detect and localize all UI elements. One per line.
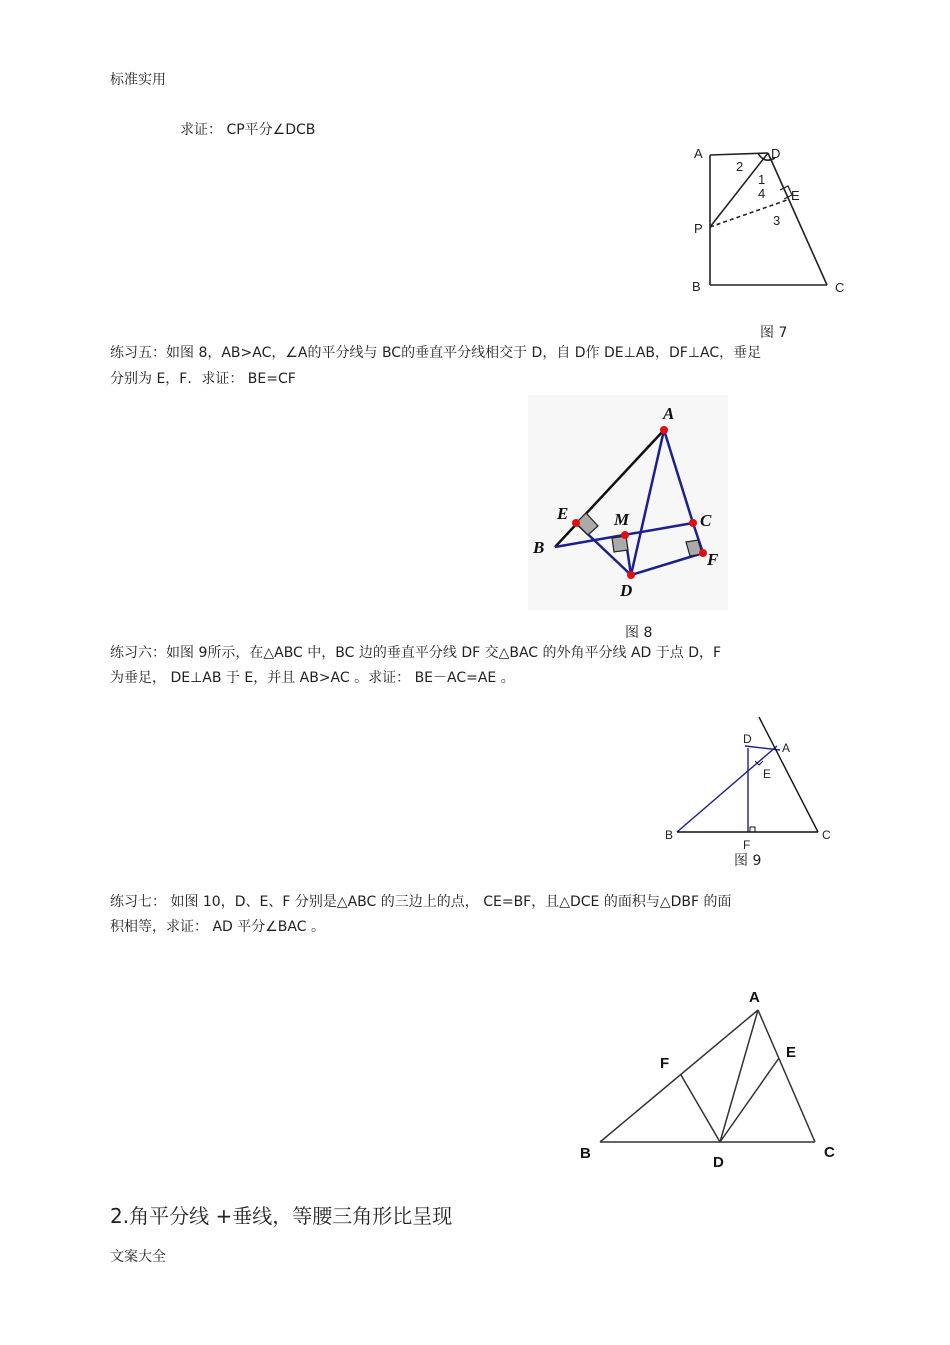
exercise-5-line-2: 分别为 E，F．求证： BE=CF [110,371,296,387]
edge-ba [677,746,777,832]
label-c: C [700,511,712,530]
label-f: F [707,550,719,569]
exercise-7-line-1: 练习七： 如图 10，D、E、F 分别是△ABC 的三边上的点， CE=BF，且△DCE 的面积与△DBF 的面 [110,894,732,910]
label-a: A [694,146,703,161]
fig7-prove-statement: 求证： CP平分∠DCB [180,122,316,138]
label-e: E [763,767,772,781]
label-c: C [835,280,845,295]
exercise-5-line-1: 练习五：如图 8，AB>AC，∠A的平分线与 BC的垂直平分线相交于 D，自 D作 DE⊥AB，DF⊥AC，垂足 [110,345,762,361]
point-d [627,571,635,579]
segment-ed [720,1058,779,1142]
label-b: B [665,828,674,842]
label-a: A [663,404,675,423]
label-p: P [694,221,703,236]
figure-7-diagram [680,140,860,305]
label-e: E [786,1044,797,1061]
figure-7-caption: 图 7 [760,325,788,341]
page-footer: 文案大全 [110,1249,166,1265]
label-angle-4: 4 [758,186,766,201]
label-m: M [614,510,630,529]
point-c [689,519,697,527]
point-e [572,519,580,527]
segment-fd [681,1075,720,1142]
label-d: D [713,1154,724,1171]
figure-8-caption: 图 8 [625,625,653,641]
label-f: F [743,838,751,852]
figure-9-diagram [660,712,850,867]
label-angle-2: 2 [736,159,744,174]
segment-ad [720,1010,758,1142]
right-angle-marker-f [750,827,755,832]
point-m [621,531,629,539]
label-a: A [782,741,791,755]
label-e: E [791,188,800,203]
label-f: F [660,1055,670,1072]
point-a [660,426,668,434]
label-d: D [620,581,633,600]
label-d: D [743,732,752,746]
figure-10-diagram [570,980,850,1175]
figure-8-diagram [528,395,728,610]
point-f [699,549,707,557]
label-b: B [580,1145,591,1162]
label-b: B [533,538,545,557]
label-c: C [822,828,831,842]
label-c: C [824,1144,835,1161]
page-header: 标准实用 [110,72,166,88]
label-angle-3: 3 [773,213,781,228]
label-a: A [749,989,760,1006]
label-b: B [692,279,701,294]
label-e: E [557,504,569,523]
exercise-6-line-2: 为垂足， DE⊥AB 于 E，并且 AB>AC 。求证： BE－AC=AE 。 [110,670,515,686]
figure-9-caption: 图 9 [734,853,762,869]
section-heading: 2.角平分线 +垂线，等腰三角形比呈现 [110,1204,453,1228]
label-angle-1: 1 [758,172,766,187]
label-d: D [771,146,781,161]
figure-8-background [528,395,728,610]
exercise-7-line-2: 积相等，求证： AD 平分∠BAC 。 [110,919,325,935]
exercise-6-line-1: 练习六：如图 9所示，在△ABC 中，BC 边的垂直平分线 DF 交△BAC 的外角平分线 AD 于点 D，F [110,645,722,661]
